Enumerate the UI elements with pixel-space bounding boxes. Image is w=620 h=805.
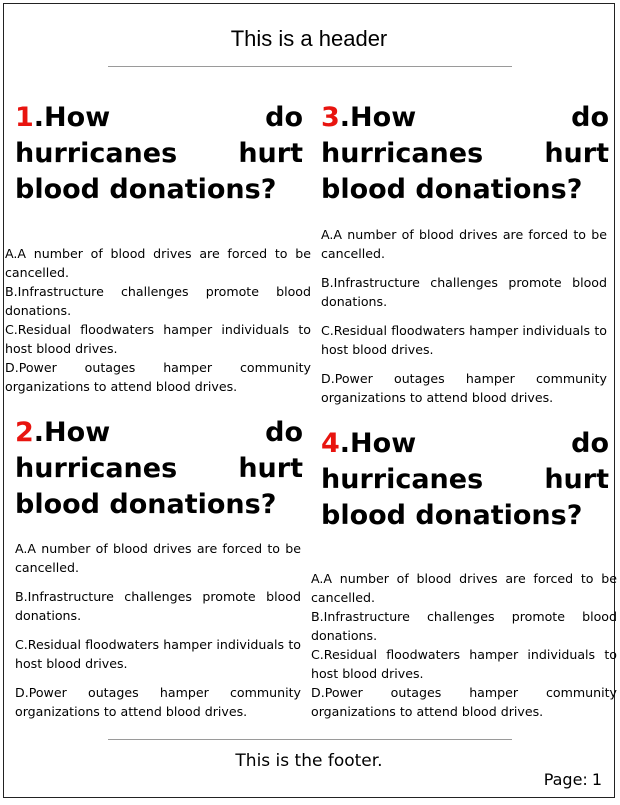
option-c: C.Residual floodwaters hamper individuals to host blood drives. [321, 323, 607, 357]
page-footer: This is the footer. [235, 751, 383, 771]
option-a: A.A number of blood drives are forced to be cancelled. [15, 541, 301, 575]
option-c: C.Residual floodwaters hamper individuals to host blood drives. [15, 637, 301, 671]
page-header: This is a header [230, 26, 388, 51]
option-a: A.A number of blood drives are forced to be cancelled. [5, 246, 311, 280]
question-number: 4 [321, 428, 340, 459]
question-number: 1 [15, 102, 34, 133]
question-title [15, 415, 303, 523]
option-d: D.Power outages hamper community organizations to attend blood drives. [5, 360, 311, 394]
footer-divider [108, 739, 512, 740]
page-label: Page: [543, 770, 588, 789]
option-b: B.Infrastructure challenges promote blood donations. [15, 589, 301, 623]
page [3, 3, 615, 798]
question-number: 2 [15, 417, 34, 448]
option-b: B.Infrastructure challenges promote blood donations. [321, 275, 607, 309]
question-text: .How do hurricanes hurt blood donations? [15, 102, 303, 205]
option-d: D.Power outages hamper community organizations to attend blood drives. [15, 685, 301, 719]
question-title [15, 100, 303, 208]
question-2 [15, 415, 303, 523]
question-title [321, 426, 609, 534]
option-c: C.Residual floodwaters hamper individuals to host blood drives. [311, 647, 617, 681]
options-1 [5, 244, 311, 396]
question-text: .How do hurricanes hurt blood donations? [321, 102, 609, 205]
option-a: A.A number of blood drives are forced to be cancelled. [321, 227, 607, 261]
question-3 [321, 100, 609, 208]
header-divider [108, 66, 512, 67]
option-b: B.Infrastructure challenges promote blood donations. [5, 284, 311, 318]
question-1 [15, 100, 303, 208]
question-number: 3 [321, 102, 340, 133]
option-c: C.Residual floodwaters hamper individuals to host blood drives. [5, 322, 311, 356]
options-4 [311, 569, 617, 721]
option-d: D.Power outages hamper community organizations to attend blood drives. [321, 371, 607, 405]
question-4 [321, 426, 609, 534]
options-3 [321, 225, 607, 417]
options-2 [15, 539, 301, 731]
page-number-value: 1 [591, 770, 602, 789]
option-b: B.Infrastructure challenges promote blood donations. [311, 609, 617, 643]
option-d: D.Power outages hamper community organizations to attend blood drives. [311, 685, 617, 719]
question-text: .How do hurricanes hurt blood donations? [15, 417, 303, 520]
page-number [540, 770, 602, 789]
question-title [321, 100, 609, 208]
option-a: A.A number of blood drives are forced to be cancelled. [311, 571, 617, 605]
question-text: .How do hurricanes hurt blood donations? [321, 428, 609, 531]
